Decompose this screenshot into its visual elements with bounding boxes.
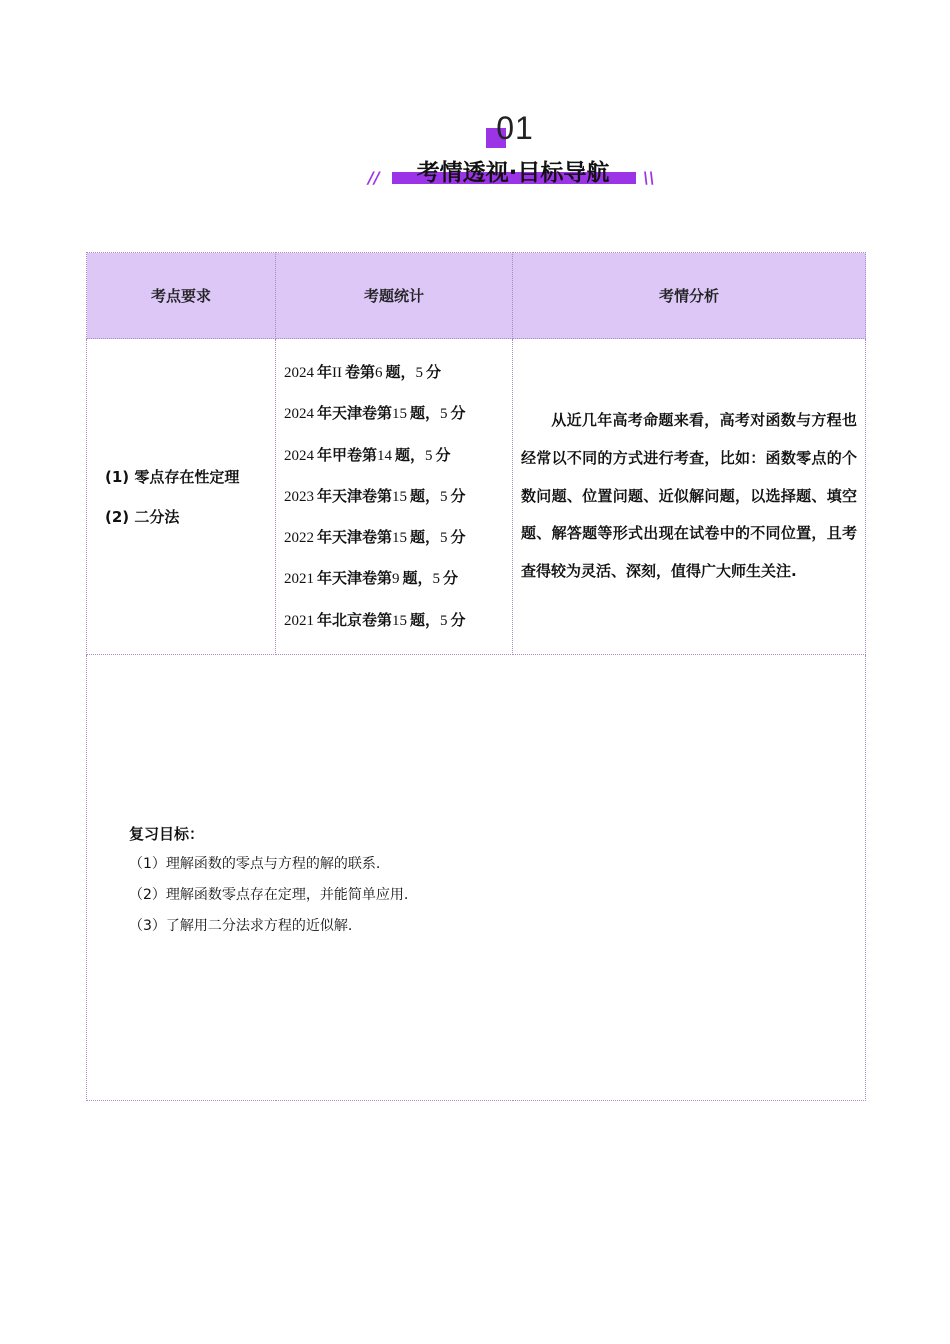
review-item: （1）理解函数的零点与方程的解的联系. [129,856,381,872]
right-slash-decoration: \\ [643,168,655,187]
left-slash-decoration: // [368,168,380,187]
stat-score: 5 [425,447,433,464]
stat-num: 14 [377,447,393,464]
stat-score: 5 [440,488,448,505]
stat-fen: 分 [435,445,451,464]
section-title: 考情透视·目标导航 [416,160,610,186]
stat-rest: 卷第 [345,363,376,382]
review-goals [129,819,408,942]
stat-ti: 题， [410,528,441,547]
stat-line [284,435,512,476]
stat-year: 2021 [284,612,314,629]
stat-y: 年天津卷第 [317,404,393,423]
review-goals-cell [87,655,866,1101]
table-content-row [87,339,866,655]
stat-year: 2022 [284,530,314,547]
stat-num: 6 [375,365,383,382]
header-analysis: 考情分析 [513,253,866,339]
stat-line [284,600,512,641]
stat-ti: 题， [402,569,433,588]
stat-y: 年北京卷第 [317,610,393,629]
knowledge-point-item: (2) 二分法 [105,507,180,526]
header-knowledge-points: 考点要求 [87,253,276,339]
stat-year: 2023 [284,488,314,505]
stat-score: 5 [440,530,448,547]
stat-y: 年甲卷第 [317,445,378,464]
stat-score: 5 [415,365,424,382]
stat-y: 年天津卷第 [317,569,393,588]
review-item: （2）理解函数零点存在定理，并能简单应用. [129,887,409,903]
stat-ti: 题， [410,404,441,423]
stat-ti: 题， [410,610,441,629]
stat-y: 年 [317,363,333,382]
stat-score: 5 [432,571,441,588]
exam-stats-cell [276,339,513,655]
stat-year: 2024 [284,365,314,382]
stat-line [284,352,512,393]
stats-list [284,352,512,640]
stat-fen: 分 [450,610,466,629]
stat-fen: 分 [450,486,466,505]
stat-line [284,476,512,517]
analysis-text: 从近几年高考命题来看，高考对函数与方程也经常以不同的方式进行考查，比如：函数零点的个数问题、位置问题、近似解问题，以选择题、填空题、解答题等形式出现在试卷中的不同位置，且考查得较为灵活、深刻，值得广大师生关注. [521,411,857,581]
stat-year: 2021 [284,571,314,588]
stat-ti: 题， [395,445,426,464]
stat-line [284,393,512,434]
knowledge-points-cell [87,339,276,655]
stat-score: 5 [440,406,448,423]
knowledge-point-item: (1) 零点存在性定理 [105,467,240,486]
section-header [0,108,950,198]
stat-year: 2024 [284,406,314,423]
stat-line [284,558,512,599]
section-number: 01 [496,110,534,146]
stat-score: 5 [440,612,448,629]
review-row [87,655,866,1101]
header-exam-stats: 考题统计 [276,253,513,339]
stat-num: 15 [392,488,408,505]
exam-analysis-table [86,252,866,1101]
stat-fen: 分 [450,528,466,547]
stat-num: 15 [392,406,408,423]
stat-y: 年天津卷第 [317,528,393,547]
review-item: （3）了解用二分法求方程的近似解. [129,918,353,934]
stat-num: 15 [392,612,408,629]
stat-ti: 题， [410,486,441,505]
stat-num: 15 [392,530,408,547]
stat-ti: 题， [385,363,416,382]
table-header-row [87,253,866,339]
stat-line [284,517,512,558]
stat-fen: 分 [426,363,442,382]
stat-fen: 分 [443,569,459,588]
stat-year: 2024 [284,447,314,464]
review-title: 复习目标： [129,825,205,843]
stat-num: 9 [392,571,400,588]
analysis-cell [513,339,866,655]
stat-y: 年天津卷第 [317,486,393,505]
stat-fen: 分 [450,404,466,423]
stat-paper: II [332,365,343,382]
